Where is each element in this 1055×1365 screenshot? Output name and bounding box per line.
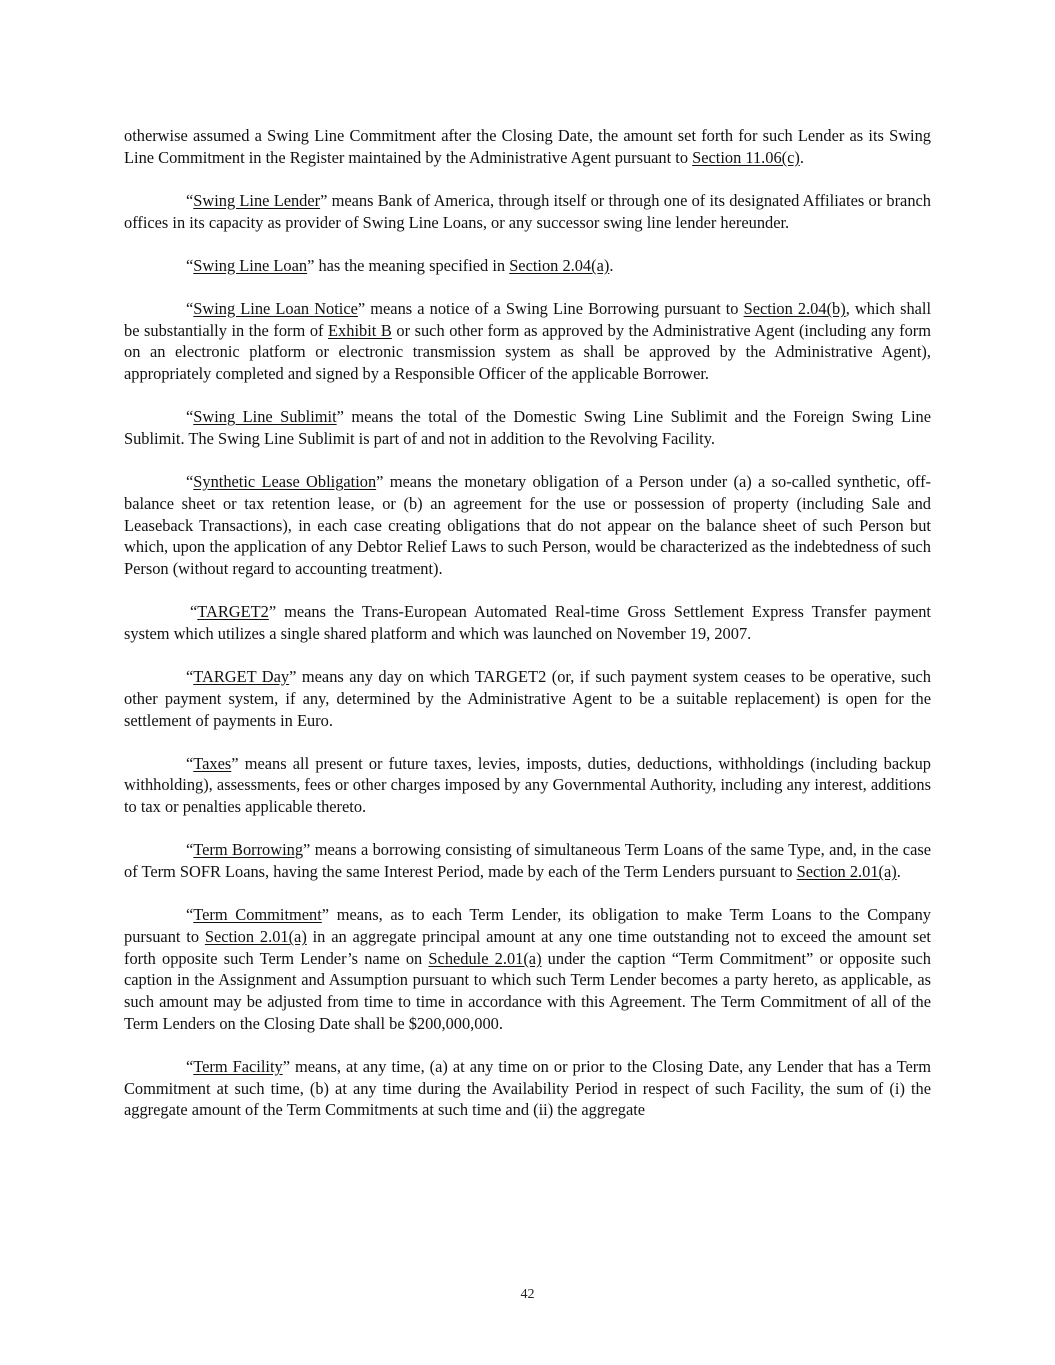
definition-target-day xyxy=(124,666,931,731)
open-quote: “ xyxy=(186,840,194,860)
document-page xyxy=(124,125,931,1143)
open-quote: “ xyxy=(186,667,194,687)
definition-text: ” means a borrowing consisting of simultaneous Term Loans of the same Type, and, in the case of Term SOFR Loans, having the same Interest Period, made by each of the Term Lenders pursuant to xyxy=(124,840,932,882)
definition-term-facility xyxy=(124,1056,931,1121)
schedule-reference: Schedule 2.01(a) xyxy=(428,948,542,968)
definition-text: ” has the meaning specified in xyxy=(307,255,510,275)
open-quote: “ xyxy=(186,407,194,427)
definition-text: or such other form as approved by the Administrative Agent (including any form on an electronic platform or electronic transmission system as shall be approved by the Administrative Agent), appropriately completed and signed by a Responsible Officer of the applicable Borrower. xyxy=(124,320,931,384)
definition-swing-line-loan-notice xyxy=(124,298,931,385)
open-quote: “ xyxy=(186,299,194,319)
definition-text: ” means any day on which TARGET2 (or, if such payment system ceases to be operative, such other payment system, if any, determined by the Administrative Agent to be a suitable replacement) is open for the settlement of payments in Euro. xyxy=(124,667,931,730)
open-quote: “ xyxy=(186,905,194,925)
definition-text: . xyxy=(896,862,901,882)
definition-taxes xyxy=(124,753,931,818)
defined-term: Synthetic Lease Obligation xyxy=(193,472,377,492)
section-reference: Section 11.06(c) xyxy=(692,147,800,167)
definition-swing-line-lender xyxy=(124,190,931,233)
open-quote: “ xyxy=(186,1057,194,1076)
exhibit-reference: Exhibit B xyxy=(328,320,392,340)
definition-text: ” means a notice of a Swing Line Borrowing pursuant to xyxy=(357,299,744,319)
definition-text: , which shall be substantially in the form of xyxy=(124,299,932,340)
defined-term: Swing Line Loan xyxy=(193,255,308,275)
paragraph-text: . xyxy=(799,147,804,167)
definition-text: ” means Bank of America, through itself or through one of its designated Affiliates or branch offices in its capacity as provider of Swing Line Loans, or any successor swing line lender hereunder. xyxy=(124,190,931,232)
definition-term-commitment xyxy=(124,904,931,1034)
defined-term: TARGET Day xyxy=(193,667,290,687)
defined-term: Taxes xyxy=(193,753,232,773)
definition-text: ” means the monetary obligation of a Person under (a) a so-called synthetic, off-balance sheet or tax retention lease, or (b) an agreement for the use or possession of property (including Sale and Leaseback Transactions), in each case creating obligations that do not appear on the balance sheet of such Person but which, upon the application of any Debtor Relief Laws to such Person, would be characterized as the indebtedness of such Person (without regard to accounting treatment). xyxy=(124,472,931,579)
definition-text: in an aggregate principal amount at any one time outstanding not to exceed the amount set forth opposite such Term Lender’s name on xyxy=(124,926,931,968)
section-reference: Section 2.04(a) xyxy=(509,255,610,275)
paragraph-text: otherwise assumed a Swing Line Commitment after the Closing Date, the amount set forth for such Lender as its Swing Line Commitment in the Register maintained by the Administrative Agent pursuant to xyxy=(124,126,931,167)
defined-term: Swing Line Lender xyxy=(193,190,321,210)
defined-term: Term Borrowing xyxy=(193,840,304,860)
section-reference: Section 2.01(a) xyxy=(204,926,307,946)
definition-text: ” means, as to each Term Lender, its obligation to make Term Loans to the Company pursuant to xyxy=(124,905,931,946)
definition-term-borrowing xyxy=(124,839,931,882)
section-reference: Section 2.04(b) xyxy=(743,299,846,319)
definition-text: ” means the Trans-European Automated Real-time Gross Settlement Express Transfer payment system which utilizes a single shared platform and which was launched on November 19, 2007. xyxy=(124,602,931,643)
open-quote: “ xyxy=(186,753,194,773)
defined-term: TARGET2 xyxy=(197,602,269,622)
definition-continuation xyxy=(124,125,931,168)
open-quote: “ xyxy=(186,190,194,210)
definition-text: ” means, at any time, (a) at any time on or prior to the Closing Date, any Lender that has a Term Commitment at such time, (b) at any time during the Availability Period in respect of such Facility, the sum of (i) the aggregate amount of the Term Commitments at such time and (ii) the aggregate xyxy=(124,1057,932,1120)
definition-text: . xyxy=(609,255,614,275)
definition-swing-line-sublimit xyxy=(124,406,931,449)
defined-term: Swing Line Loan Notice xyxy=(193,299,358,319)
section-reference: Section 2.01(a) xyxy=(796,862,897,882)
definition-synthetic-lease-obligation xyxy=(124,471,931,580)
open-quote: “ xyxy=(190,602,198,622)
definition-text: ” means all present or future taxes, levies, imposts, duties, deductions, withholdings (including backup withholding), assessments, fees or other charges imposed by any Governmental Authority, including any interest, additions to tax or penalties applicable thereto. xyxy=(124,753,931,817)
open-quote: “ xyxy=(186,472,194,492)
defined-term: Term Facility xyxy=(193,1057,283,1076)
definition-text: under the caption “Term Commitment” or opposite such caption in the Assignment and Assumption pursuant to which such Term Lender becomes a party hereto, as applicable, as such amount may be adjusted from time to time in accordance with this Agreement. The Term Commitment of all of the Term Lenders on the Closing Date shall be $200,000,000. xyxy=(124,948,931,1033)
defined-term: Swing Line Sublimit xyxy=(193,407,337,427)
definition-text: ” means the total of the Domestic Swing Line Sublimit and the Foreign Swing Line Sublimit. The Swing Line Sublimit is part of and not in addition to the Revolving Facility. xyxy=(124,407,931,449)
page-number: 42 xyxy=(520,1287,535,1302)
open-quote: “ xyxy=(186,255,194,275)
definition-target2 xyxy=(124,601,931,644)
definition-swing-line-loan xyxy=(124,255,931,277)
defined-term: Term Commitment xyxy=(193,905,322,925)
